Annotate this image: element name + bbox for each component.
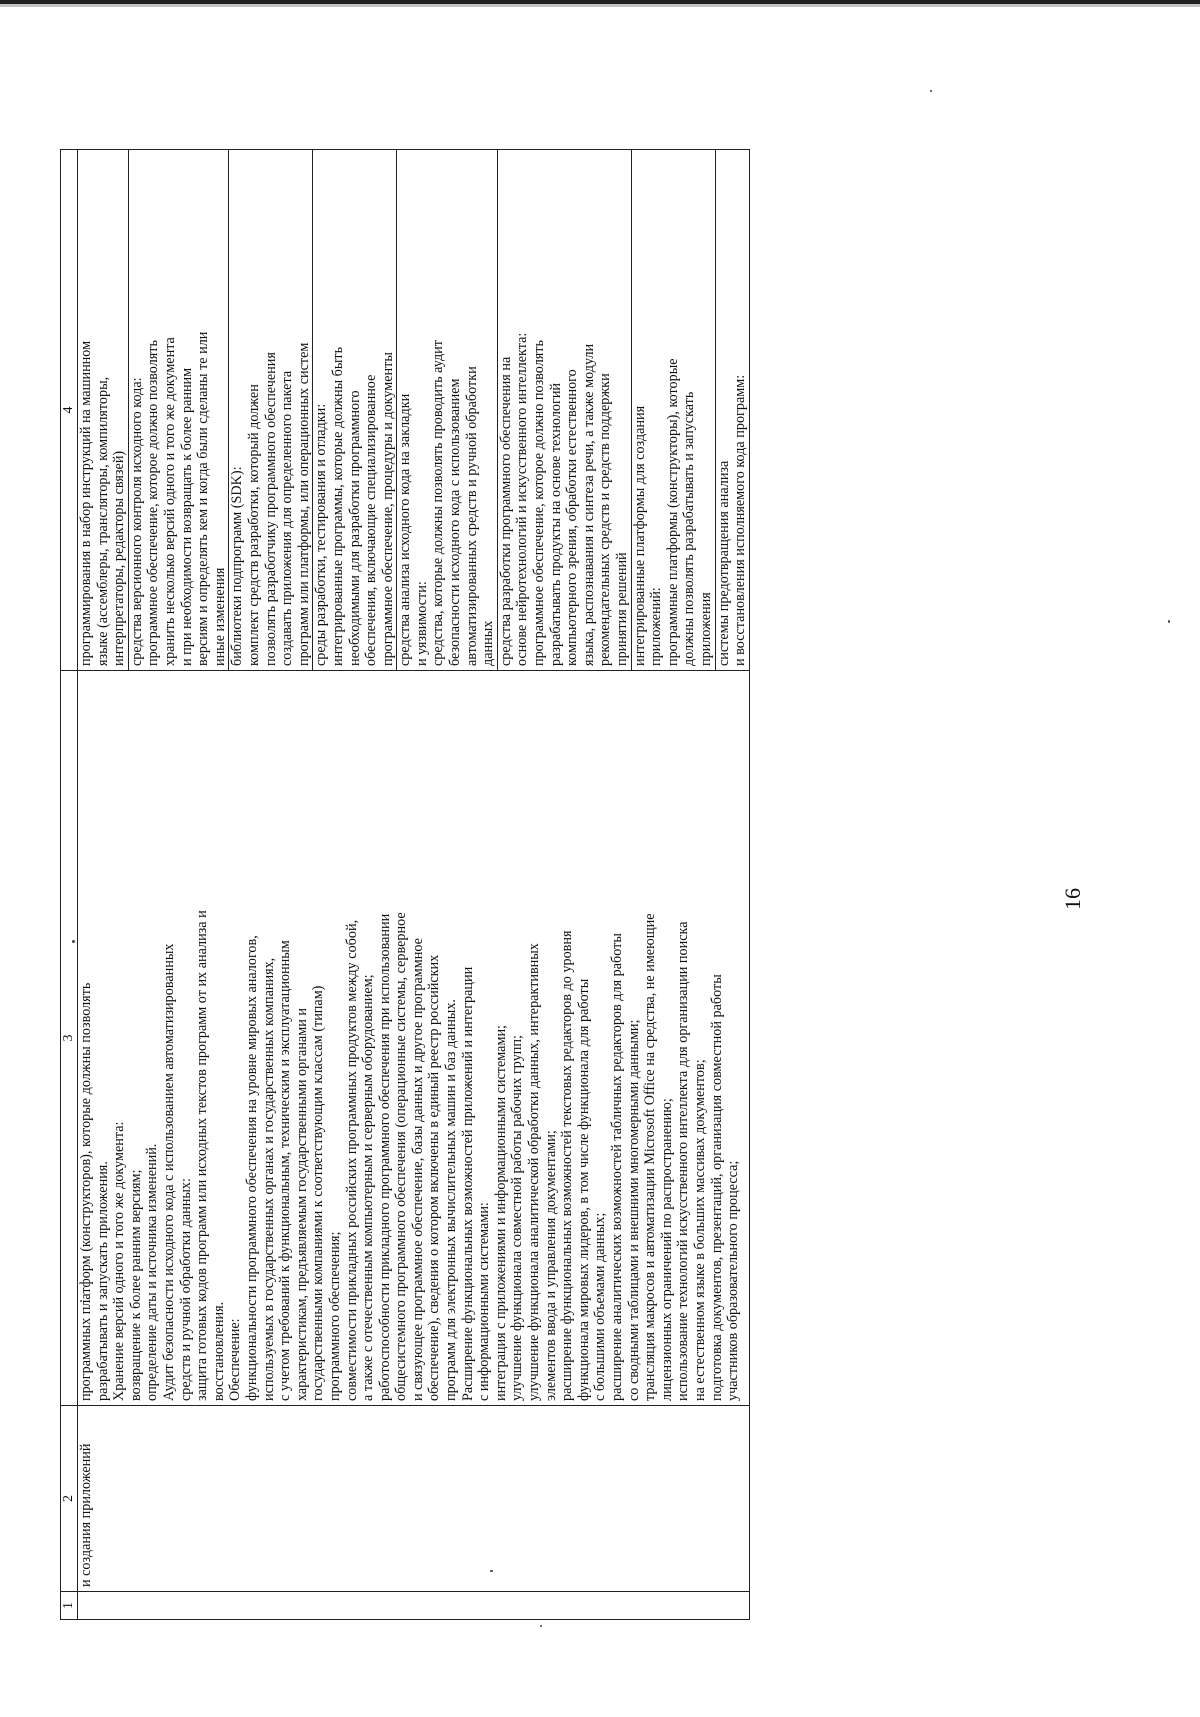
- col4-line: комплект средств разработки, который должен: [245, 384, 262, 666]
- col4-line: языке (ассемблеры, трансляторы, компиляторы,: [94, 376, 111, 666]
- col4-block: [78, 150, 129, 670]
- col4-line: автоматизированных средств и ручной обработки: [463, 366, 480, 666]
- col3-line: средств и ручной обработки данных:: [177, 1178, 194, 1401]
- col3-line: участников образовательного процесса;: [725, 1160, 742, 1401]
- col4-block: [229, 150, 313, 670]
- col4-line: и уязвимости:: [413, 581, 430, 666]
- col3-line: а также с отечественным компьютерным и серверным оборудованием;: [360, 974, 377, 1401]
- col4-line: средства, которые должны позволять проводить аудит: [430, 340, 447, 666]
- col3-line: функционала мировых лидеров, в том числе функционала для работы: [575, 978, 592, 1401]
- col3-line: программного обеспечения;: [326, 1231, 343, 1401]
- col4-line: и восстановления исполняемого кода программ:: [732, 374, 749, 666]
- col4-line: языка, распознавания и синтеза речи, а также модули: [580, 343, 597, 666]
- col3-line: разрабатывать и запускать приложения.: [94, 1161, 111, 1401]
- col3-line: совместимости прикладных российских программных продуктов между собой,: [343, 919, 360, 1401]
- col4-line: позволять разработчику программного обеспечения: [262, 352, 279, 666]
- col3-line: с информационными системами:: [476, 1202, 493, 1401]
- col3-line: обеспечение), сведения о котором включены в единый реестр российских: [426, 954, 443, 1401]
- col4-line: приложений:: [648, 587, 665, 666]
- col3-line: функциональности программного обеспечения на уровне мировых аналогов,: [243, 935, 260, 1401]
- col4-line: программ или платформы, или операционных систем: [295, 342, 312, 666]
- col4-block: [498, 150, 632, 670]
- col3-line: и связующее программное обеспечение, базы данных и другое программное: [409, 938, 426, 1401]
- col4-line: версиям и определять кем и когда были сделаны те или: [195, 331, 212, 666]
- col4-line: должны позволять разрабатывать и запускать: [681, 391, 698, 666]
- scan-speck: [930, 90, 932, 92]
- col4-line: программное обеспечение, процедуры и документы: [379, 352, 396, 666]
- col3-line: программных платформ (конструкторов), которые должны позволять: [78, 982, 94, 1401]
- table-row: [78, 150, 750, 1620]
- col4-block: [129, 150, 230, 670]
- col3-line: определение даты и источника изменений.: [144, 1143, 161, 1401]
- column-number-4: 4: [61, 150, 78, 671]
- col4-line: программное обеспечение, которое должно позволять: [531, 340, 548, 666]
- col3-line: государственными компаниями к соответствующим классам (типам): [310, 985, 327, 1401]
- software-classes-table: [60, 149, 750, 1620]
- col3-cell: [78, 671, 750, 1406]
- col3-line: расширение аналитических возможностей табличных редакторов для работы: [609, 933, 625, 1401]
- column-number-3: 3: [61, 671, 78, 1406]
- col3-line: использование технологий искусственного интеллекта для организации поиска: [675, 921, 692, 1401]
- col3-line: лицензионных ограничений по распространению;: [658, 1098, 675, 1401]
- col3-line: на естественном языке в больших массивах документов;: [691, 1059, 708, 1401]
- col3-line: Хранение версий одного и того же документа:: [111, 1121, 128, 1401]
- col4-block: [632, 150, 716, 670]
- col4-line: необходимыми для разработки программного: [346, 390, 363, 666]
- col4-line: средства анализа исходного кода на закладки: [397, 393, 414, 666]
- col3-line: улучшение функционала совместной работы рабочих групп;: [509, 1035, 526, 1401]
- col3-line: программ для электронных вычислительных машин и баз данных.: [443, 999, 460, 1401]
- col3-line: с большими объемами данных;: [592, 1212, 609, 1401]
- col4-line: данных: [480, 620, 497, 666]
- col4-blocks: [78, 150, 749, 670]
- col3-line: трансляция макросов и автоматизации Microsoft Office на средства, не имеющие: [642, 913, 659, 1401]
- col4-line: интегрированные платформы для создания: [631, 405, 648, 666]
- col4-line: программирования в набор инструкций на машинном: [78, 340, 94, 666]
- col4-line: средства версионного контроля исходного кода:: [128, 377, 145, 666]
- col3-line: улучшение функционала аналитической обработки данных, интерактивных: [526, 943, 543, 1401]
- col1-cell: [78, 1592, 750, 1620]
- col4-line: разрабатывать продукты на основе технологий: [547, 382, 564, 666]
- col4-cell: [78, 150, 750, 671]
- col3-line: характеристикам, предъявляемым государственными органами и: [293, 1008, 310, 1401]
- col4-line: безопасности исходного кода с использованием: [447, 378, 464, 666]
- col4-line: основе нейротехнологий и искусственного интеллекта:: [514, 332, 531, 666]
- column-number-1: 1: [61, 1592, 78, 1620]
- col3-line: защита готовых кодов программ или исходных текстов программ от их анализа и: [194, 910, 211, 1401]
- col4-block: [397, 150, 498, 670]
- col4-line: рекомендательных средств и средств поддержки: [597, 373, 614, 666]
- col3-line: элементов ввода и управления документами;: [542, 1130, 559, 1401]
- column-number-2: 2: [61, 1406, 78, 1592]
- col4-line: библиотеки подпрограмм (SDK):: [229, 466, 246, 666]
- col4-line: среды разработки, тестирования и отладки:: [313, 403, 330, 666]
- column-number-row: [61, 150, 78, 1620]
- col4-line: обеспечения, включающие специализированное: [363, 374, 380, 666]
- col3-line: Обеспечение:: [227, 1318, 244, 1401]
- rotated-page: [60, 120, 1150, 1650]
- col3-line: используемых в государственных органах и государственных компаниях,: [260, 957, 277, 1401]
- col4-line: принятия решений: [614, 552, 630, 666]
- scan-top-shadow: [0, 4, 1200, 7]
- col4-line: компьютерного зрения, обработки естественного: [564, 369, 581, 666]
- col4-line: интегрированные программы, которые должны быть: [329, 346, 346, 666]
- page-number: 16: [1060, 888, 1085, 910]
- col3-line: работоспособности прикладного программного обеспечения при использовании: [376, 913, 393, 1401]
- col4-line: системы предотвращения анализа: [715, 460, 732, 666]
- col3-line: Расширение функциональных возможностей приложений и интеграции: [459, 966, 476, 1401]
- col3-line: со сводными таблицами и внешними многомерными данными;: [625, 1019, 642, 1401]
- col3-line: Аудит безопасности исходного кода с использованием автоматизированных: [160, 943, 177, 1401]
- col3-line: с учетом требований к функциональным, техническим и эксплуатационным: [277, 940, 294, 1401]
- col4-line: и при необходимости возвращать к более ранним: [178, 367, 195, 666]
- col4-line: создавать приложения для определенного пакета: [279, 370, 296, 666]
- col4-block: [313, 150, 397, 670]
- col3-line: возвращение к более ранним версиям;: [127, 1169, 144, 1401]
- col3-line: восстановления.: [210, 1301, 227, 1401]
- col2-cell: [78, 1406, 750, 1592]
- col2-line: и создания приложений: [78, 1443, 94, 1587]
- col4-line: иные изменения: [211, 567, 228, 666]
- col4-line: интерпретаторы, редакторы связей): [111, 450, 128, 666]
- col4-line: средства разработки программного обеспечения на: [497, 356, 514, 666]
- col3-line: общесистемного программного обеспечения (операционные системы, серверное: [393, 912, 410, 1401]
- scan-speck: [1168, 620, 1170, 623]
- col3-line: подготовка документов, презентаций, организация совместной работы: [708, 974, 725, 1401]
- col3-line: расширение функциональных возможностей текстовых редакторов до уровня: [559, 930, 576, 1401]
- col4-line: программное обеспечение, которое должно позволять: [145, 340, 162, 666]
- col4-line: хранить несколько версий одного и того же документа: [161, 337, 178, 666]
- col3-line: интеграция с приложениями и информационными системами;: [492, 1025, 509, 1401]
- col4-line: приложения: [697, 592, 714, 666]
- col4-block: [716, 150, 749, 670]
- col4-line: программные платформы (конструкторы), которые: [664, 358, 681, 666]
